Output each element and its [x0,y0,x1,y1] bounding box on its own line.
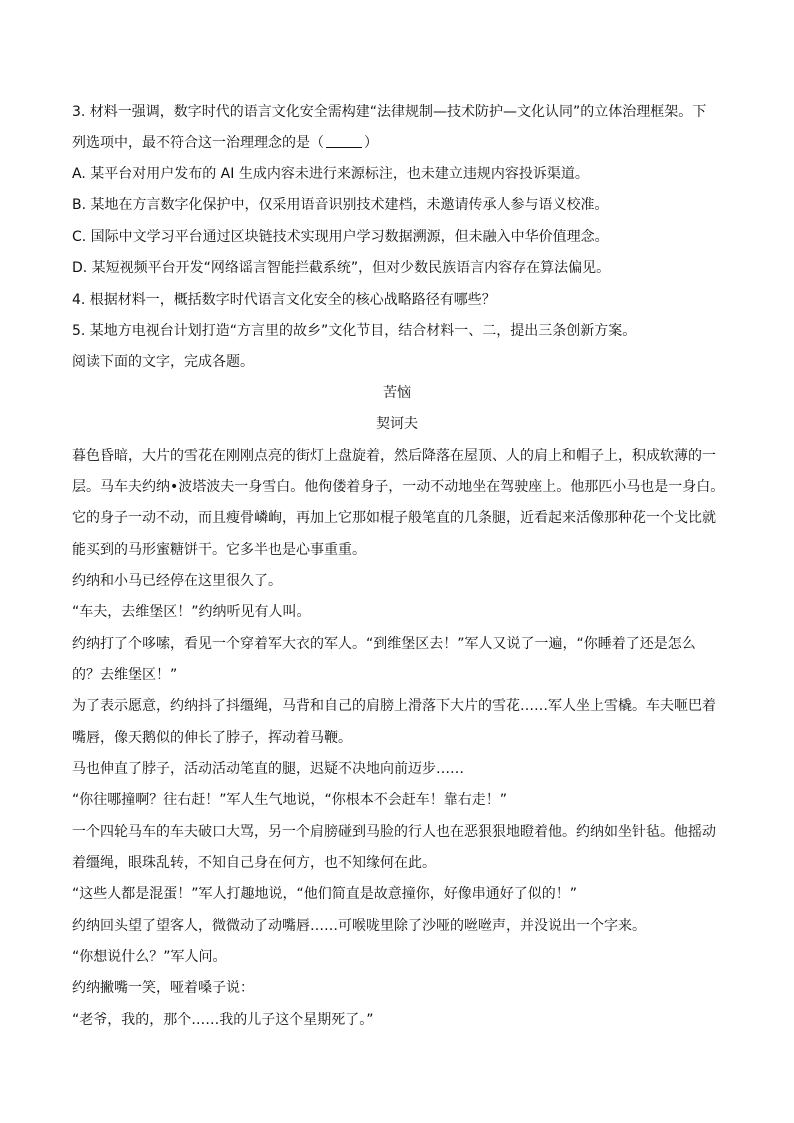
story-line: 的？去维堡区！” [72,667,178,683]
story-line: “你往哪撞啊？往右赶！”军人生气地说，“你根本不会赶车！靠右走！” [72,792,508,808]
q3-option-b: B. 某地在方言数字化保护中，仅采用语音识别技术建档，未邀请传承人参与语义校准。 [72,197,609,213]
q3-option-c: C. 国际中文学习平台通过区块链技术实现用户学习数据溯源，但未融入中华价值理念。 [72,229,609,245]
answer-blank[interactable] [326,133,362,148]
story-line: “老爷，我的，那个……我的儿子这个星期死了。” [72,1012,374,1028]
story-line: 嘴唇，像天鹅似的伸长了脖子，挥动着马鞭。 [72,730,352,746]
story-line: 约纳撇嘴一笑，哑着嗓子说： [72,980,254,996]
question-5: 5. 某地方电视台计划打造“方言里的故乡”文化节目，结合材料一、二，提出三条创新方案。 [72,323,637,339]
story-line: 层。马车夫约纳•波塔波夫一身雪白。他佝偻着身子，一动不动地坐在驾驶座上。他那匹小马也是一身白。 [72,479,725,495]
reading-instruction: 阅读下面的文字，完成各题。 [72,354,254,370]
story-line: 它的身子一动不动，而且瘦骨嶙峋，再加上它那如棍子般笔直的几条腿，近看起来活像那种花一个戈比就 [72,510,716,526]
q3-stem-prefix: 列选项中，最不符合这一治理理念的是（ [72,135,324,151]
story-line: “你想说什么？”军人问。 [72,949,227,965]
story-author: 契诃夫 [376,416,418,432]
story-line: 一个四轮马车的车夫破口大骂，另一个肩膀碰到马脸的行人也在恶狠狠地瞪着他。约纳如坐针毡。他摇动 [72,824,716,840]
q3-stem-line-2 [72,133,378,153]
q3-option-a: A. 某平台对用户发布的 AI 生成内容未进行来源标注，也未建立违规内容投诉渠道。 [72,166,589,182]
story-line: “车夫，去维堡区！”约纳听见有人叫。 [72,604,311,620]
q3-stem-suffix: ） [364,135,378,151]
story-line: 马也伸直了脖子，活动活动笔直的腿，迟疑不决地向前迈步…… [72,761,464,777]
story-line: 能买到的马形蜜糖饼干。它多半也是心事重重。 [72,542,366,558]
question-4: 4. 根据材料一，概括数字时代语言文化安全的核心战略路径有哪些？ [72,292,496,308]
story-line: 约纳打了个哆嗦，看见一个穿着军大衣的军人。“到维堡区去！”军人又说了一遍，“你睡着了还是怎么 [72,636,696,652]
story-line: 约纳回头望了望客人，微微动了动嘴唇……可喉咙里除了沙哑的咝咝声，并没说出一个字来。 [72,918,646,934]
story-line: 着缰绳，眼珠乱转，不知自己身在何方，也不知缘何在此。 [72,855,436,871]
story-line: 为了表示愿意，约纳抖了抖缰绳，马背和自己的肩膀上滑落下大片的雪花……军人坐上雪橇。车夫咂巴着 [72,698,716,714]
story-line: 暮色昏暗，大片的雪花在刚刚点亮的街灯上盘旋着，然后降落在屋顶、人的肩上和帽子上，积成软薄的一 [72,448,716,464]
story-line: “这些人都是混蛋！”军人打趣地说，“他们简直是故意撞你，好像串通好了似的！” [72,886,578,902]
story-title: 苦恼 [383,385,411,401]
q3-option-d: D. 某短视频平台开发“网络谣言智能拦截系统”，但对少数民族语言内容存在算法偏见。 [72,260,611,276]
q3-stem-line-1: 3. 材料一强调，数字时代的语言文化安全需构建“法律规制—技术防护—文化认同”的立体治理框架。下 [72,104,707,120]
story-line: 约纳和小马已经停在这里很久了。 [72,573,282,589]
